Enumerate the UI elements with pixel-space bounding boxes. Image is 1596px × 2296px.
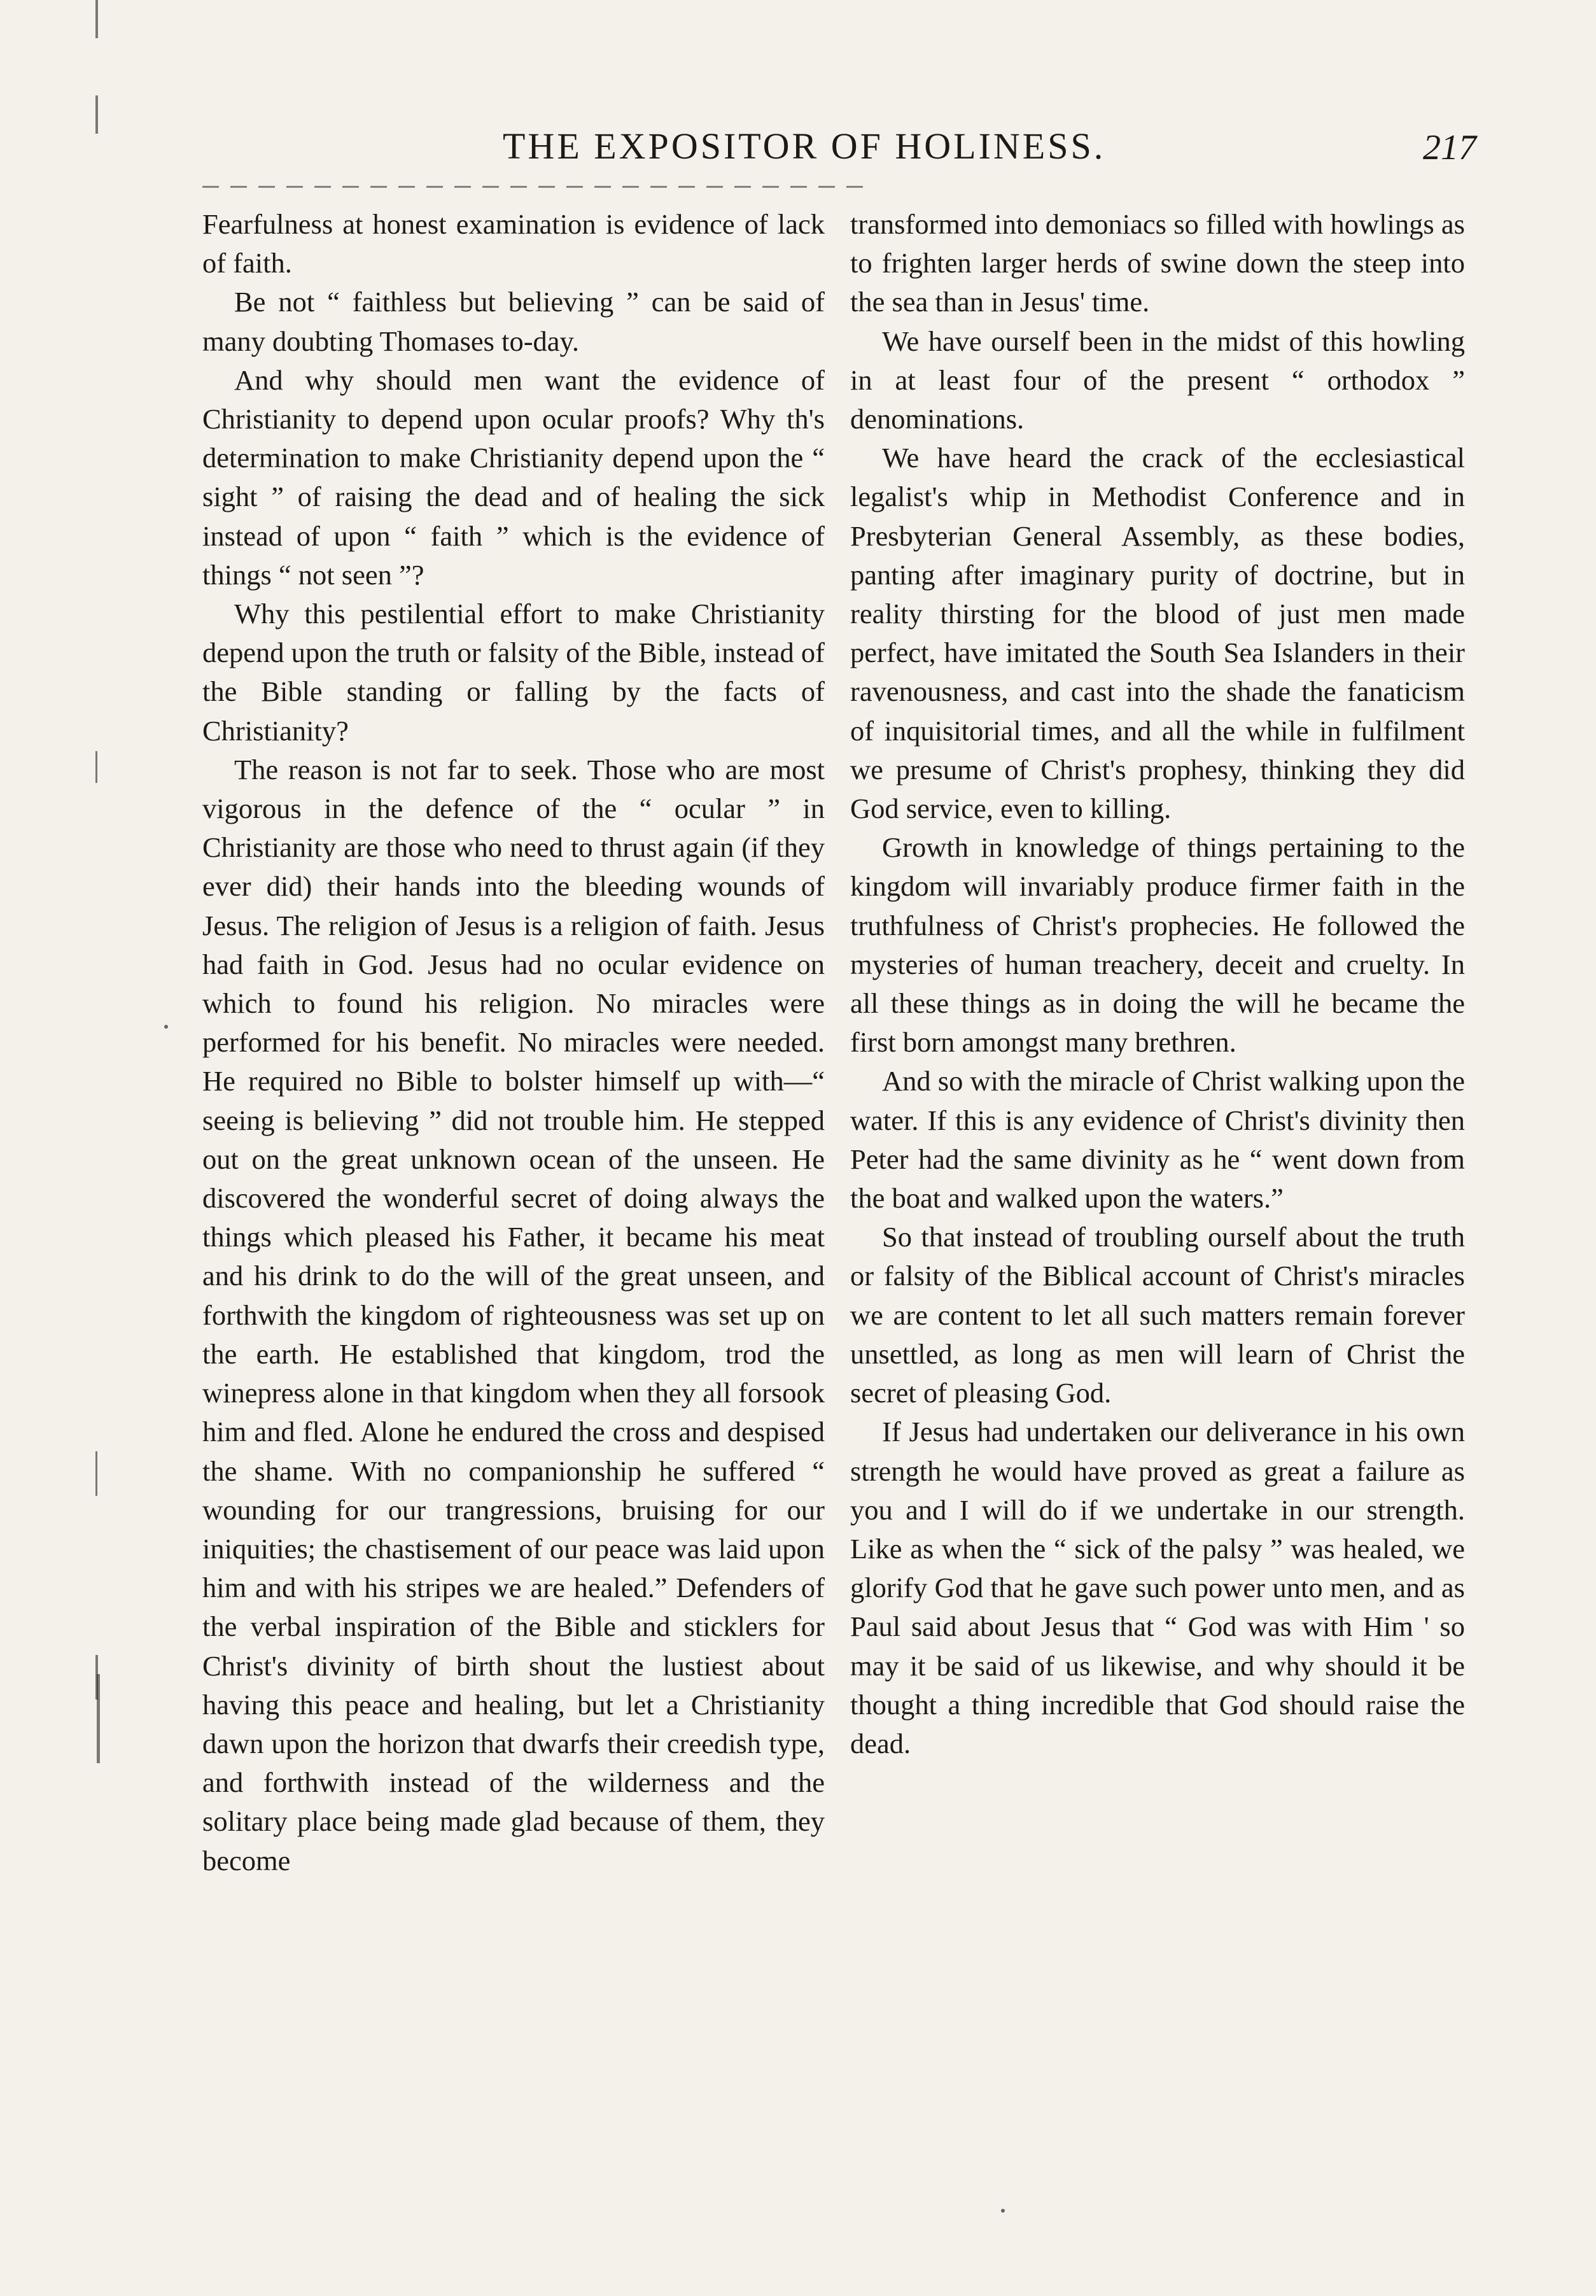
margin-speck [164,1025,168,1029]
paragraph: If Jesus had undertaken our deliverance in his own strength he would have proved as great a failure as you and I will do if we undertake in our strength. Like as when the “ sick of the palsy ” was healed, we glorify God that he gave such power unto men, and as Paul said about Jesus that “ God was with Him ' so may it be said of us likewise, and why should it be thought a thing incredible that God should raise the dead. [850,1416,1465,1759]
margin-mark [97,1674,100,1763]
paragraph-continuation: transformed into demoniacs so filled with howlings as to frighten larger herds of swine down the steep into the sea than in Jesus' time. [850,208,1465,318]
paragraph: We have ourself been in the midst of this howling in at least four of the present “ orthodox ” denominations. [850,325,1465,435]
page-header [191,125,1476,182]
running-title: THE EXPOSITOR OF HOLINESS. [503,125,1106,167]
paragraph: Be not “ faithless but believing ” can be said of many doubting Thomases to-day. [202,286,825,357]
margin-mark [95,751,97,783]
paragraph: The reason is not far to seek. Those who are most vigorous in the defence of the “ ocular ” in Christianity are those who need to thrust again (if they ever did) their hands into the bleeding wounds of Jesus. The religion of Jesus is a religion of faith. Jesus had faith in God. Jesus had no ocular evidence on which to found his religion. No miracles were performed for his benefit. No miracles were needed. He required no Bible to bolster himself up with—“ seeing is believing ” did not trouble him. He stepped out on the great unknown ocean of the unseen. He discovered the wonderful secret of doing always the things which pleased his Father, it became his meat and his drink to do the will of the great unseen, and forthwith the kingdom of righteousness was set up on the earth. He established that kingdom, trod the winepress alone in that kingdom when they all forsook him and fled. Alone he endured the cross and despised the shame. With no companionship he suffered “ wounding for our trangressions, bruising for our iniquities; the chastisement of our peace was laid upon him and with his stripes we are healed.” Defenders of the verbal inspiration of the Bible and sticklers for Christ's divinity of birth shout the lustiest about having this peace and healing, but let a Christianity dawn upon the horizon that dwarfs their creedish type, and forthwith instead of the wilderness and the solitary place being made glad because of them, they become [202,753,825,1877]
paragraph: Why this pestilential effort to make Christianity depend upon the truth or falsity of the Bible, instead of the Bible standing or falling by the facts of Christianity? [202,598,825,747]
margin-mark [95,95,98,134]
paragraph: We have heard the crack of the ecclesiastical legalist's whip in Methodist Conference and in Presbyterian General Assembly, as these bodies, panting after imaginary purity of doctrine, but in reality thirsting for the blood of just men made perfect, have imitated the South Sea Islanders in their ravenousness, and cast into the shade the fanaticism of inquisitorial times, and all the while in fulfilment we presume of Christ's prophesy, thinking they did God service, even to killing. [850,442,1465,825]
paragraph: Growth in knowledge of things pertaining to the kingdom will invariably produce firmer faith in the truthfulness of Christ's prophecies. He followed the mysteries of human treachery, deceit and cruelty. In all these things as in doing the will he became the first born amongst many brethren. [850,831,1465,1059]
margin-mark [95,1451,97,1496]
paragraph: And so with the miracle of Christ walking upon the water. If this is any evidence of Christ's divinity then Peter had the same divinity as he “ went down from the boat and walked upon the waters.” [850,1065,1465,1215]
paragraph: Fearfulness at honest examination is evidence of lack of faith. [202,208,825,279]
paragraph: So that instead of troubling ourself about the truth or falsity of the Biblical account of Christ's miracles we are content to let all such matters remain forever unsettled, as long as men will learn of Christ the secret of pleasing God. [850,1221,1465,1409]
margin-mark [95,0,98,38]
margin-speck [1001,2209,1005,2213]
right-column [850,205,1465,1763]
header-rule [202,186,871,188]
paragraph: And why should men want the evidence of Christianity to depend upon ocular proofs? Why th's determination to make Christianity depend upon the “ sight ” of raising the dead and of healing the sick instead of upon “ faith ” which is the evidence of things “ not seen ”? [202,363,825,591]
page-number: 217 [1423,128,1476,167]
left-column [202,205,825,1880]
